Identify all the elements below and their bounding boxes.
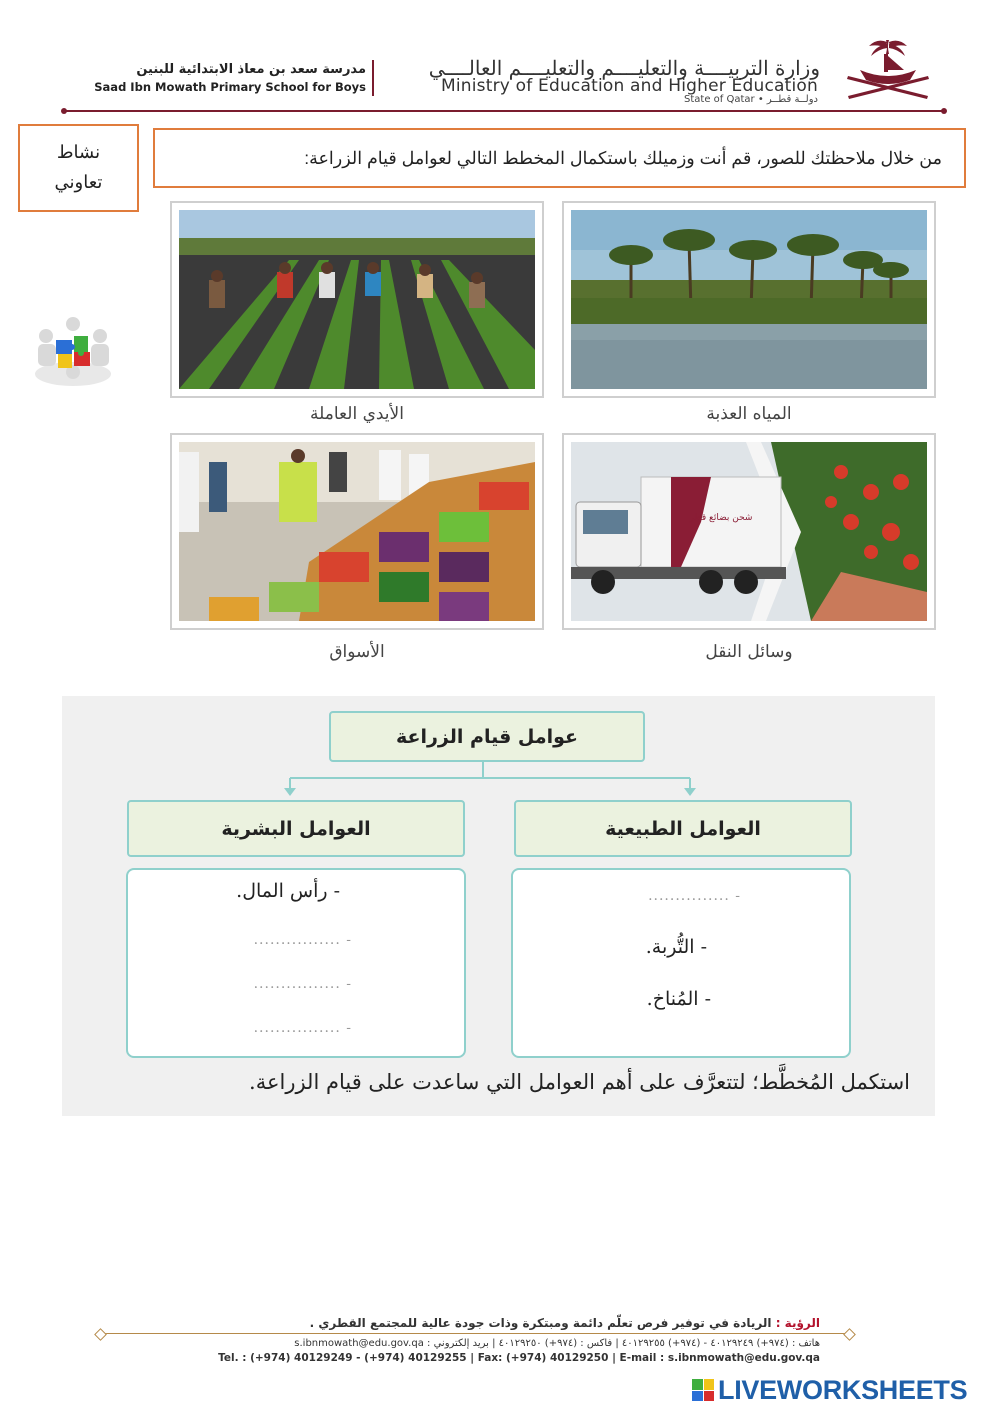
truck-slogan: شحن بضائع قطر: [689, 513, 753, 523]
human-factor-blank-1[interactable]: - ................: [253, 932, 352, 948]
activity-label-line2: تعاوني: [54, 172, 103, 193]
natural-factors-node: [514, 800, 852, 857]
header-divider: [64, 110, 944, 112]
human-factors-list: [126, 868, 466, 1058]
caption-workforce: الأيدي العاملة: [310, 404, 404, 424]
vision-label: الرؤية :: [775, 1316, 820, 1330]
contact-info-arabic: هاتف : (٩٧٤+) ٤٠١٢٩٢٤٩ - (٩٧٤+) ٤٠١٢٩٢٥٥ | فاكس : (٩٧٤+) ٤٠١٢٩٢٥٠ | بريد إلكتروني : s.ibnmowath@edu.gov.qa: [294, 1338, 820, 1349]
human-factors-title: العوامل البشرية: [221, 817, 371, 840]
diagram-instruction: استكمل المُخطَّط؛ لتتعرَّف على أهم العوامل التي ساعدت على قيام الزراعة.: [249, 1070, 910, 1094]
photo-markets: [170, 433, 544, 630]
photo-fresh-water: [562, 201, 936, 398]
caption-fresh-water: المياه العذبة: [706, 404, 792, 424]
header-separator: [372, 60, 374, 96]
human-factor-blank-3[interactable]: - ................: [253, 1020, 352, 1036]
photo-transport: [562, 433, 936, 630]
diagram-root-node: [329, 711, 645, 762]
activity-type-box: [18, 124, 139, 212]
footer-divider: [100, 1333, 850, 1334]
instruction-text: من خلال ملاحظتك للصور، قم أنت وزميلك باستكمال المخطط التالي لعوامل قيام الزراعة:: [304, 147, 942, 168]
instruction-box: [153, 128, 966, 188]
photo-workforce: [170, 201, 544, 398]
diagram-root-title: عوامل قيام الزراعة: [395, 725, 579, 748]
diagram-connectors: [280, 760, 700, 800]
caption-transport: وسائل النقل: [705, 642, 793, 662]
natural-factor-blank[interactable]: - ...............: [648, 888, 741, 904]
human-factor-capital: - رأس المال.: [236, 880, 340, 902]
activity-label-line1: نشاط: [56, 142, 101, 163]
contact-info-english: Tel. : (+974) 40129249 - (+974) 40129255 | Fax: (+974) 40129250 | E-mail : s.ibnmowath@edu.gov.qa: [218, 1352, 820, 1364]
teamwork-puzzle-icon: [30, 312, 116, 392]
liveworksheets-logo-icon: [692, 1379, 714, 1401]
liveworksheets-wordmark: LIVEWORKSHEETS: [718, 1374, 968, 1405]
natural-factors-title: العوامل الطبيعية: [605, 817, 761, 840]
human-factor-blank-2[interactable]: - ................: [253, 976, 352, 992]
ministry-name-arabic: وزارة التربيــــة والتعليــــم والتعليــــم العالــــي: [428, 56, 820, 80]
natural-factor-soil: - التُّربة.: [645, 936, 707, 958]
natural-factors-list: [511, 868, 851, 1058]
state-of-qatar-label: State of Qatar • دولــة قطــر: [684, 94, 818, 105]
school-name-arabic: مدرسة سعد بن معاذ الابتدائية للبنين: [136, 62, 366, 77]
school-name-english: Saad Ibn Mowath Primary School for Boys: [94, 80, 366, 94]
caption-markets: الأسواق: [329, 642, 385, 662]
ministry-emblem: [838, 36, 938, 108]
vision-text: الريادة في توفير فرص تعلّم دائمة ومبتكرة وذات جودة عالية للمجتمع القطري .: [309, 1316, 776, 1330]
vision-statement: [130, 1316, 820, 1330]
human-factors-node: [127, 800, 465, 857]
ministry-name-english: Ministry of Education and Higher Education: [440, 76, 818, 96]
natural-factor-climate: - المُناخ.: [646, 988, 711, 1010]
liveworksheets-brand[interactable]: [692, 1374, 992, 1406]
